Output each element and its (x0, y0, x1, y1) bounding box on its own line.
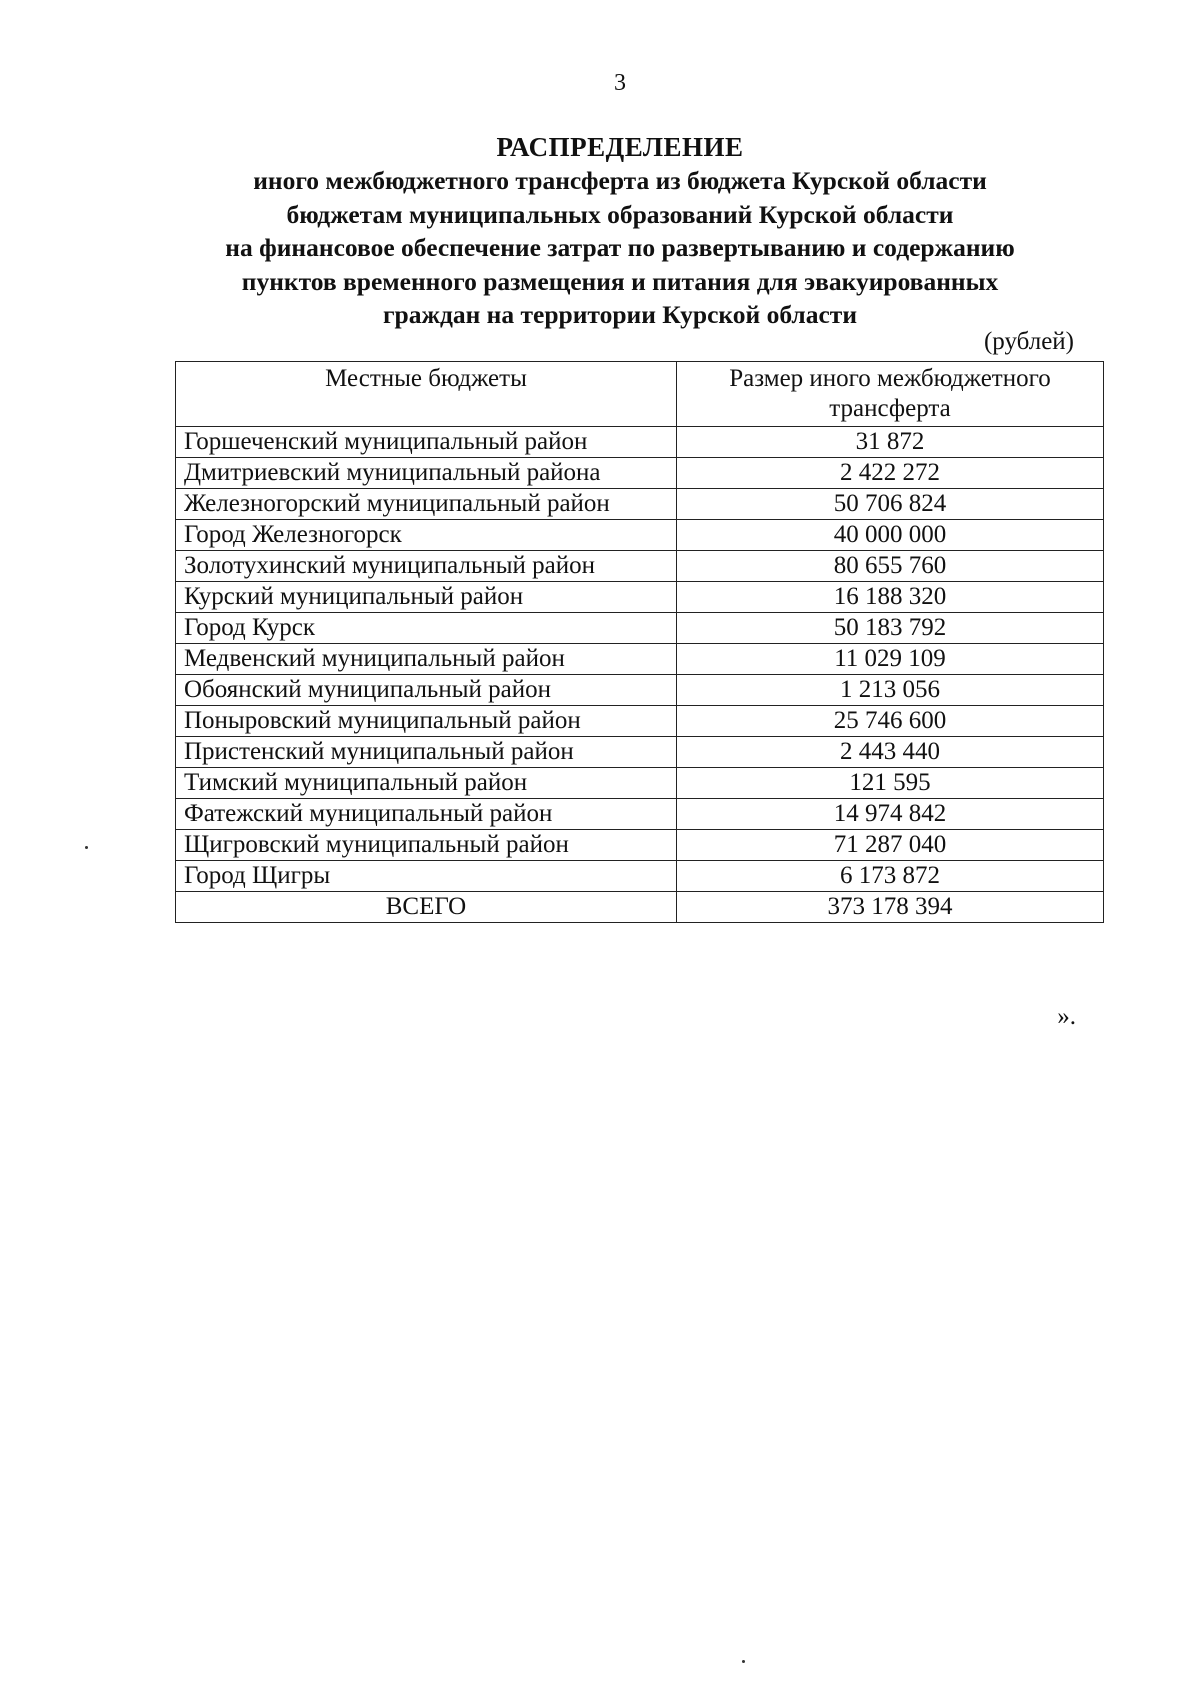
table-row (176, 644, 1104, 675)
row-amount: 11 029 109 (677, 644, 1104, 675)
table-row (176, 458, 1104, 489)
row-budget-name: Курский муниципальный район (176, 582, 677, 613)
row-amount: 6 173 872 (677, 861, 1104, 892)
row-amount: 50 183 792 (677, 613, 1104, 644)
row-budget-name: Щигровский муниципальный район (176, 830, 677, 861)
table-row (176, 520, 1104, 551)
row-budget-name: Дмитриевский муниципальный района (176, 458, 677, 489)
row-amount: 2 422 272 (677, 458, 1104, 489)
row-budget-name: Обоянский муниципальный район (176, 675, 677, 706)
row-amount: 31 872 (677, 427, 1104, 458)
title-line: иного межбюджетного трансферта из бюджета Курской области (253, 166, 987, 195)
table-row (176, 551, 1104, 582)
table-body (176, 427, 1104, 892)
row-amount: 16 188 320 (677, 582, 1104, 613)
row-budget-name: Тимский муниципальный район (176, 768, 677, 799)
header-local-budgets: Местные бюджеты (176, 362, 677, 427)
row-amount: 25 746 600 (677, 706, 1104, 737)
table-row (176, 768, 1104, 799)
row-amount: 80 655 760 (677, 551, 1104, 582)
title-line: на финансовое обеспечение затрат по развертыванию и содержанию (225, 233, 1015, 262)
budget-table (175, 361, 1104, 923)
row-budget-name: Город Курск (176, 613, 677, 644)
scan-speck (742, 1660, 745, 1663)
table-row (176, 675, 1104, 706)
table-row (176, 706, 1104, 737)
row-budget-name: Пристенский муниципальный район (176, 737, 677, 768)
row-budget-name: Город Щигры (176, 861, 677, 892)
row-budget-name: Медвенский муниципальный район (176, 644, 677, 675)
table-row (176, 427, 1104, 458)
table-row (176, 830, 1104, 861)
row-budget-name: Золотухинский муниципальный район (176, 551, 677, 582)
header-transfer-amount: Размер иного межбюджетного трансферта (677, 362, 1104, 427)
document-title (0, 130, 1200, 332)
row-budget-name: Город Железногорск (176, 520, 677, 551)
table-row (176, 613, 1104, 644)
row-budget-name: Железногорский муниципальный район (176, 489, 677, 520)
table-row (176, 861, 1104, 892)
row-budget-name: Поныровский муниципальный район (176, 706, 677, 737)
table-header-row (176, 362, 1104, 427)
table-total-row (176, 892, 1104, 923)
page-number: 3 (614, 70, 626, 96)
title-line: бюджетам муниципальных образований Курской области (286, 199, 954, 229)
title-line: пунктов временного размещения и питания для эвакуированных (241, 266, 999, 296)
total-amount: 373 178 394 (677, 892, 1104, 923)
row-amount: 1 213 056 (677, 675, 1104, 706)
table-row (176, 489, 1104, 520)
table-row (176, 799, 1104, 830)
title-line: граждан на территории Курской области (382, 300, 858, 329)
scan-speck (85, 846, 88, 849)
row-amount: 2 443 440 (677, 737, 1104, 768)
row-amount: 14 974 842 (677, 799, 1104, 830)
title-main: РАСПРЕДЕЛЕНИЕ (496, 132, 744, 162)
row-budget-name: Фатежский муниципальный район (176, 799, 677, 830)
row-amount: 50 706 824 (677, 489, 1104, 520)
closing-quote: ». (1057, 1003, 1076, 1030)
row-amount: 71 287 040 (677, 830, 1104, 861)
row-budget-name: Горшеченский муниципальный район (176, 427, 677, 458)
row-amount: 40 000 000 (677, 520, 1104, 551)
total-label: ВСЕГО (176, 892, 677, 923)
table-row (176, 737, 1104, 768)
units-label: (рублей) (983, 328, 1074, 355)
table-row (176, 582, 1104, 613)
row-amount: 121 595 (677, 768, 1104, 799)
